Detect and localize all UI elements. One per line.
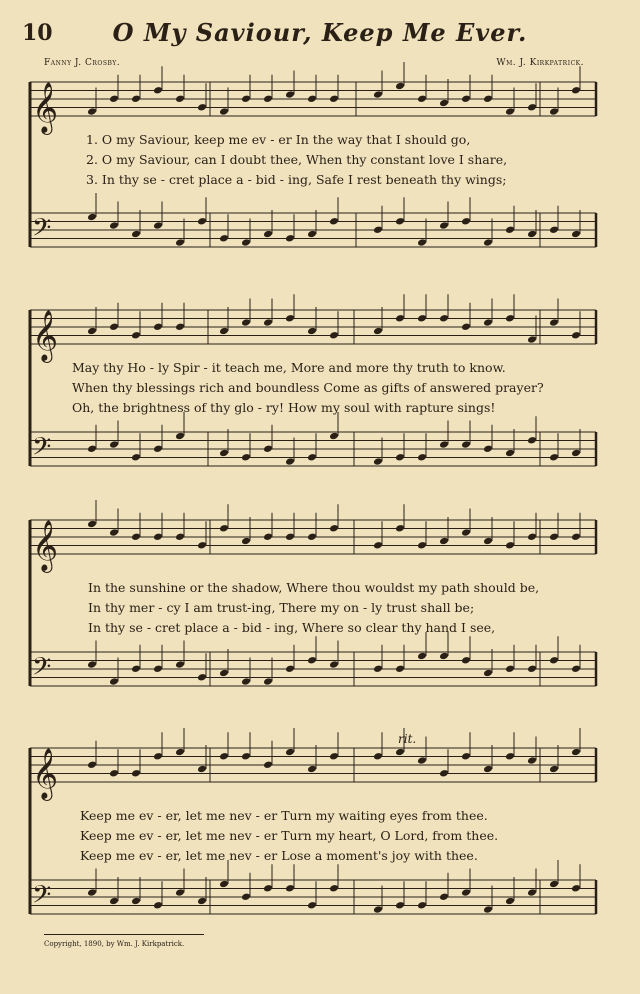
svg-text:𝄞: 𝄞 — [32, 82, 59, 133]
copyright-notice: Copyright, 1890, by Wm. J. Kirkpatrick. — [44, 940, 185, 948]
svg-text:𝄢: 𝄢 — [32, 652, 52, 688]
svg-text:𝄞: 𝄞 — [32, 520, 59, 571]
lyric-line: 3. In thy se - cret place a - bid - ing, Safe I rest beneath thy wings; — [86, 172, 507, 187]
lyric-line: When thy blessings rich and boundless Come as gifts of answered prayer? — [72, 380, 544, 395]
hymn-title: O My Saviour, Keep Me Ever. — [112, 18, 528, 47]
lyric-line: May thy Ho - ly Spir - it teach me, More and more thy truth to know. — [72, 360, 506, 375]
copyright-rule — [44, 934, 204, 935]
composer-credit: Wm. J. Kirkpatrick. — [496, 58, 584, 68]
lyric-line: Keep me ev - er, let me nev - er Turn my heart, O Lord, from thee. — [80, 828, 499, 843]
lyric-line: In thy mer - cy I am trust-ing, There my on - ly trust shall be; — [88, 600, 475, 615]
lyric-line: 1. O my Saviour, keep me ev - er In the way that I should go, — [86, 132, 471, 147]
lyric-line: Keep me ev - er, let me nev - er Turn my waiting eyes from thee. — [80, 808, 488, 823]
lyric-line: Keep me ev - er, let me nev - er Lose a moment's joy with thee. — [80, 848, 478, 863]
svg-text:𝄞: 𝄞 — [32, 310, 59, 361]
svg-text:𝄢: 𝄢 — [32, 213, 52, 249]
lyric-line: In thy se - cret place a - bid - ing, Where so clear thy hand I see, — [88, 620, 496, 635]
svg-text:𝄞: 𝄞 — [32, 748, 59, 799]
svg-text:𝄢: 𝄢 — [32, 432, 52, 468]
lyricist-credit: Fanny J. Crosby. — [44, 58, 121, 68]
svg-text:𝄢: 𝄢 — [32, 880, 52, 916]
lyric-line: 2. O my Saviour, can I doubt thee, When thy constant love I share, — [86, 152, 508, 167]
lyric-line: Oh, the brightness of thy glo - ry! How my soul with rapture sings! — [72, 400, 496, 415]
lyric-line: In the sunshine or the shadow, Where thou wouldst my path should be, — [88, 580, 540, 595]
ritardando-mark: rit. — [398, 732, 417, 746]
page-number: 10 — [22, 20, 53, 46]
